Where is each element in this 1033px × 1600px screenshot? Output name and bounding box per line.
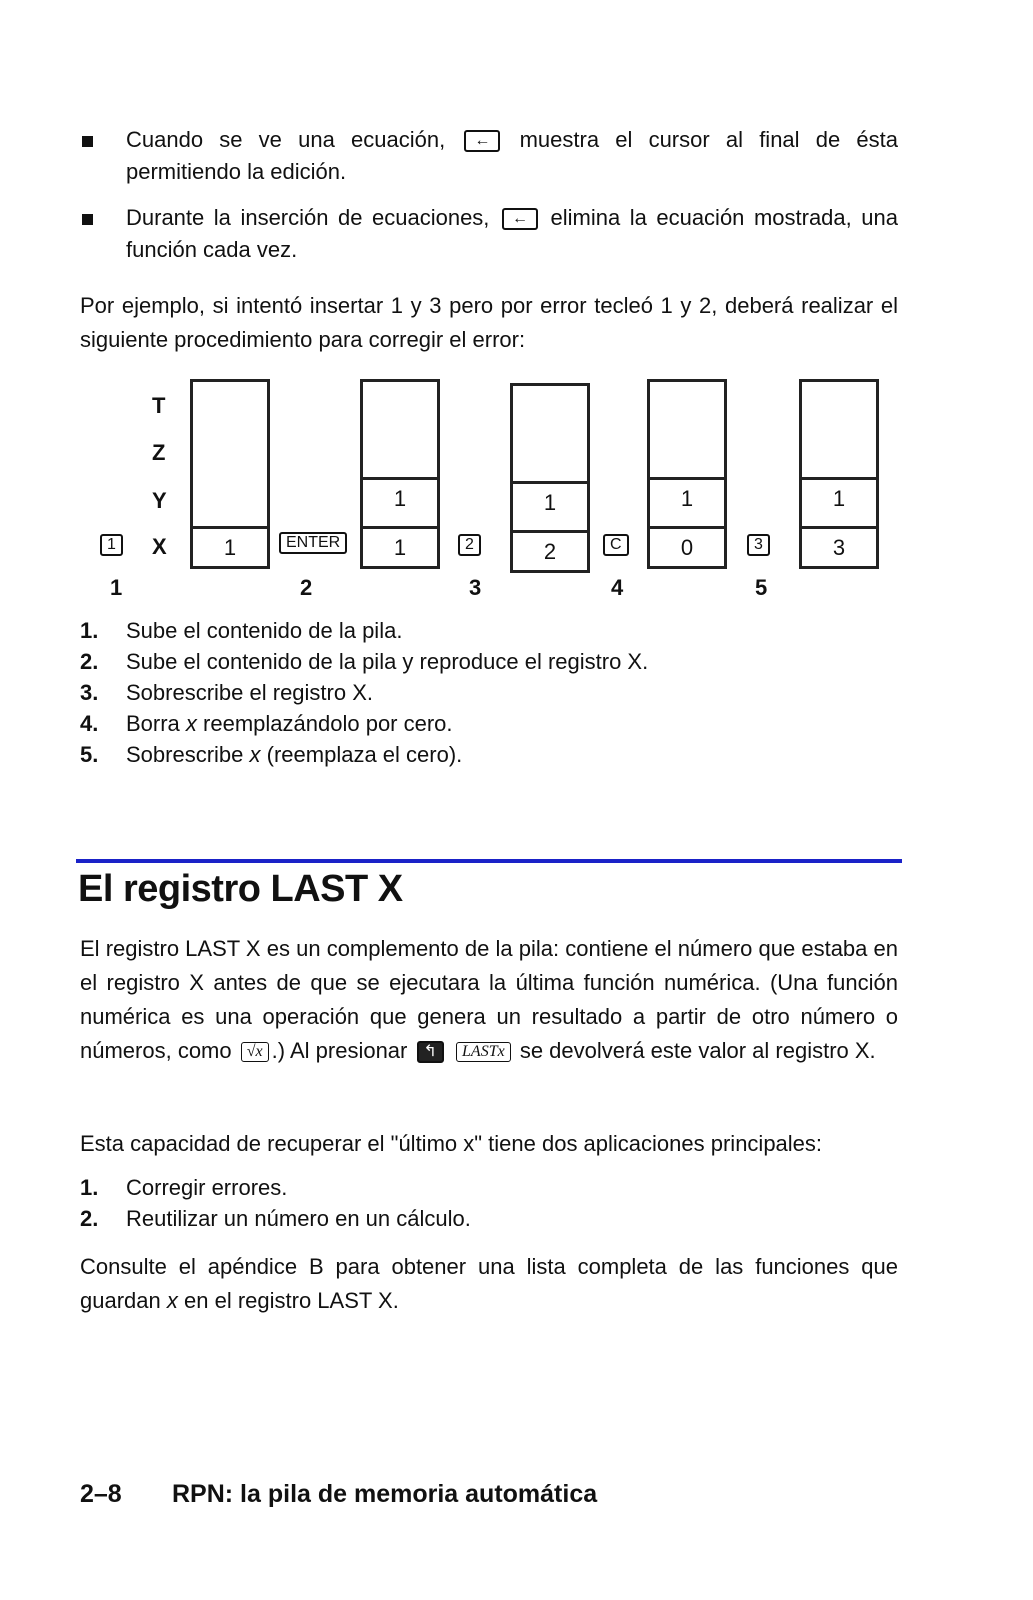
apps-list	[80, 1172, 898, 1234]
capacity-paragraph: Esta capacidad de recuperar el "último x" tiene dos aplicaciones principales:	[80, 1131, 823, 1156]
stack-y-cell: 1	[802, 477, 876, 526]
step-number: 3	[469, 575, 482, 600]
stack-x-cell: 2	[513, 530, 587, 573]
list-item: 1. Corregir errores.	[80, 1175, 288, 1200]
step-number: 4	[611, 575, 624, 600]
clear-key-icon: C	[603, 534, 629, 556]
bullet-text: Cuando se ve una ecuación, ← muestra el cursor al final de ésta permitiendo la edición.	[126, 127, 898, 184]
register-label-t: T	[152, 393, 166, 418]
shift-key-icon: ↰	[417, 1041, 444, 1063]
step-number: 1	[110, 575, 123, 600]
register-label-y: Y	[152, 488, 167, 513]
backspace-key-icon: ←	[464, 130, 500, 152]
key-1-icon: 1	[100, 534, 123, 556]
bullet-square-icon	[82, 214, 93, 225]
enter-key-icon: ENTER	[279, 532, 347, 554]
chapter-title: RPN: la pila de memoria automática	[172, 1480, 598, 1508]
section-title: El registro LAST X	[78, 868, 403, 910]
page-footer	[80, 1480, 597, 1509]
stack-y-cell: 1	[650, 477, 724, 526]
stack-y-cell: 1	[513, 481, 587, 530]
stack-box	[647, 379, 727, 569]
register-label-x: X	[152, 534, 167, 559]
backspace-key-icon: ←	[502, 208, 538, 230]
lastx-paragraph: El registro LAST X es un complemento de la pila: contiene el número que estaba en el registro X antes de que se ejecutara la última función numérica. (Una función numérica es una operación que genera un resultado a partir de otro número o números, como √x .) Al presionar ↰ LASTx se devolverá este valor al registro X.	[80, 936, 898, 1063]
key-2-icon: 2	[458, 534, 481, 556]
intro-paragraph: Por ejemplo, si intentó insertar 1 y 3 pero por error tecleó 1 y 2, deberá realizar el siguiente procedimiento para corregir el error:	[80, 293, 898, 352]
steps-list	[80, 615, 898, 770]
stack-box	[510, 383, 590, 573]
list-item: 5. Sobrescribe x (reemplaza el cero).	[80, 742, 463, 767]
list-item: 1. Sube el contenido de la pila.	[80, 618, 403, 643]
stack-x-cell: 1	[193, 526, 267, 569]
stack-x-cell: 0	[650, 526, 724, 569]
appendix-paragraph: Consulte el apéndice B para obtener una lista completa de las funciones que guardan x en el registro LAST X.	[80, 1254, 898, 1313]
step-number: 5	[755, 575, 768, 600]
bullet-square-icon	[82, 136, 93, 147]
sqrt-key-icon: √x	[241, 1042, 269, 1062]
bullet-text: Durante la inserción de ecuaciones, ← elimina la ecuación mostrada, una función cada vez.	[126, 205, 898, 262]
lastx-key-icon: LASTx	[456, 1042, 511, 1062]
stack-y-cell: 1	[363, 477, 437, 526]
list-item: 2. Sube el contenido de la pila y reproduce el registro X.	[80, 649, 649, 674]
section-rule	[76, 859, 902, 863]
step-number: 2	[300, 575, 313, 600]
stack-x-cell: 1	[363, 526, 437, 569]
key-3-icon: 3	[747, 534, 770, 556]
register-label-z: Z	[152, 440, 166, 465]
stack-box	[360, 379, 440, 569]
stack-box	[799, 379, 879, 569]
page-number: 2–8	[80, 1480, 122, 1508]
stack-x-cell: 3	[802, 526, 876, 569]
list-item: 2. Reutilizar un número en un cálculo.	[80, 1206, 471, 1231]
stack-box	[190, 379, 270, 569]
list-item: 3. Sobrescribe el registro X.	[80, 680, 373, 705]
list-item: 4. Borra x reemplazándolo por cero.	[80, 711, 453, 736]
